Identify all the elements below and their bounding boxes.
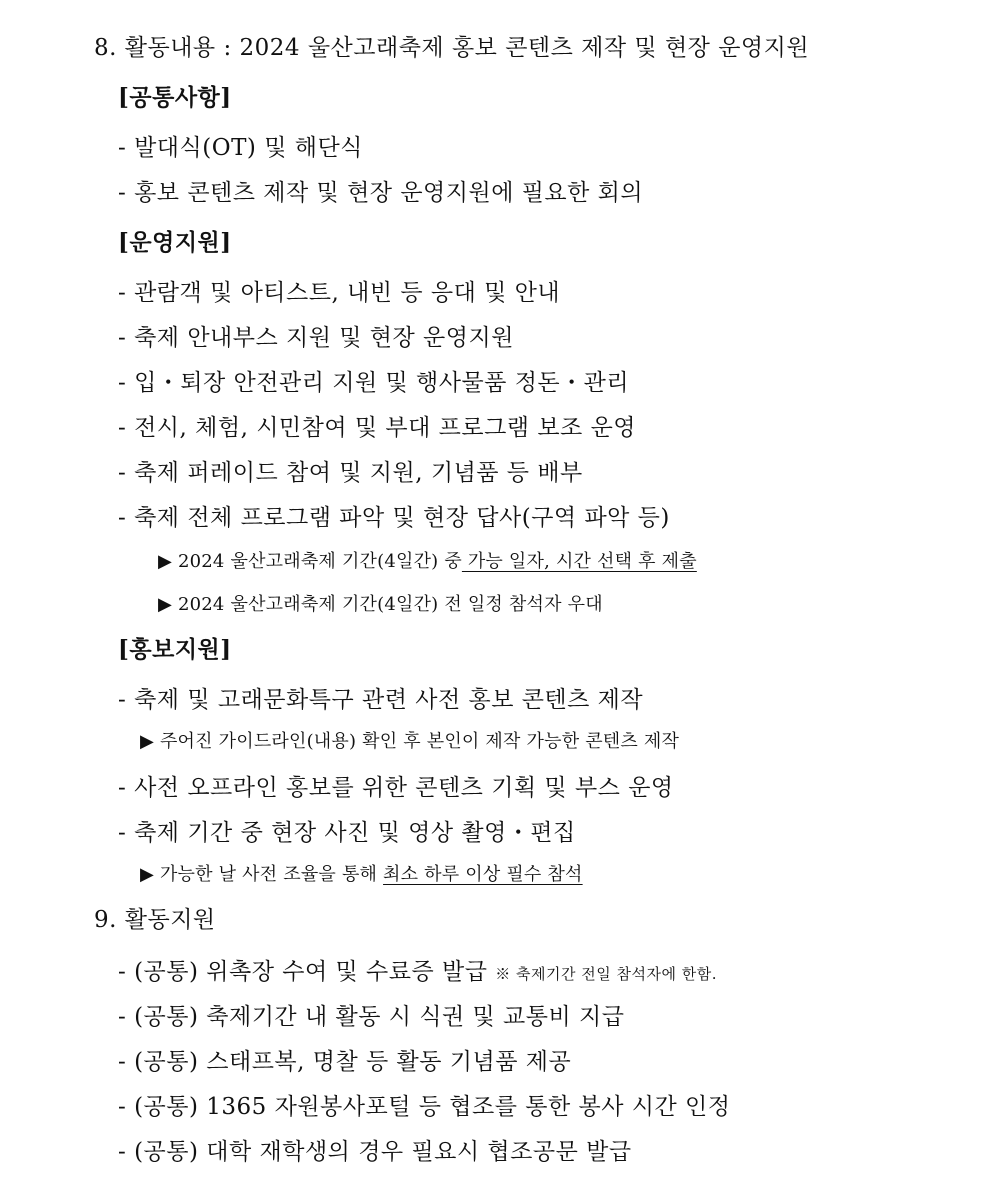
operation-item-4: - 전시, 체험, 시민참여 및 부대 프로그램 보조 운영 — [118, 415, 637, 441]
support-item-1 — [118, 957, 717, 989]
promotion-note-2-underlined: 최소 하루 이상 필수 참석 — [383, 864, 583, 885]
support-item-2: - (공통) 축제기간 내 활동 시 식권 및 교통비 지급 — [118, 1004, 625, 1030]
common-item-2: - 홍보 콘텐츠 제작 및 현장 운영지원에 필요한 회의 — [118, 180, 644, 206]
operation-note-1 — [158, 549, 697, 575]
operation-item-6: - 축제 전체 프로그램 파악 및 현장 답사(구역 파악 등) — [118, 505, 670, 531]
operation-heading: [운영지원] — [118, 229, 232, 256]
operation-note-1-text: ▶ 2024 울산고래축제 기간(4일간) 중 — [158, 551, 462, 572]
operation-item-1: - 관람객 및 아티스트, 내빈 등 응대 및 안내 — [118, 280, 561, 306]
support-item-4: - (공통) 1365 자원봉사포털 등 협조를 통한 봉사 시간 인정 — [118, 1094, 731, 1120]
operation-note-2: ▶ 2024 울산고래축제 기간(4일간) 전 일정 참석자 우대 — [158, 594, 603, 615]
promotion-heading: [홍보지원] — [118, 636, 232, 663]
operation-item-5: - 축제 퍼레이드 참여 및 지원, 기념품 등 배부 — [118, 460, 583, 486]
support-item-5: - (공통) 대학 재학생의 경우 필요시 협조공문 발급 — [118, 1139, 632, 1165]
promotion-note-1: ▶ 주어진 가이드라인(내용) 확인 후 본인이 제작 가능한 콘텐츠 제작 — [140, 731, 680, 752]
promotion-item-1: - 축제 및 고래문화특구 관련 사전 홍보 콘텐츠 제작 — [118, 687, 644, 713]
operation-note-1-underlined: 가능 일자, 시간 선택 후 제출 — [461, 551, 697, 572]
support-item-1-text: - (공통) 위촉장 수여 및 수료증 발급 — [118, 959, 496, 985]
operation-item-3: - 입・퇴장 안전관리 지원 및 행사물품 정돈・관리 — [118, 370, 630, 396]
operation-item-2: - 축제 안내부스 지원 및 현장 운영지원 — [118, 325, 514, 351]
promotion-item-3: - 축제 기간 중 현장 사진 및 영상 촬영・편집 — [118, 820, 576, 846]
promotion-note-2 — [140, 862, 583, 888]
support-item-3: - (공통) 스태프복, 명찰 등 활동 기념품 제공 — [118, 1049, 572, 1075]
section9-title: 9. 활동지원 — [94, 907, 216, 933]
common-item-1: - 발대식(OT) 및 해단식 — [118, 135, 363, 161]
section8-title: 8. 활동내용 : 2024 울산고래축제 홍보 콘텐츠 제작 및 현장 운영지원 — [94, 35, 810, 61]
support-item-1-note: ※ 축제기간 전일 참석자에 한함. — [495, 965, 717, 983]
common-heading: [공통사항] — [118, 84, 232, 111]
promotion-item-2: - 사전 오프라인 홍보를 위한 콘텐츠 기획 및 부스 운영 — [118, 775, 674, 801]
promotion-note-2-text: ▶ 가능한 날 사전 조율을 통해 — [140, 864, 384, 885]
